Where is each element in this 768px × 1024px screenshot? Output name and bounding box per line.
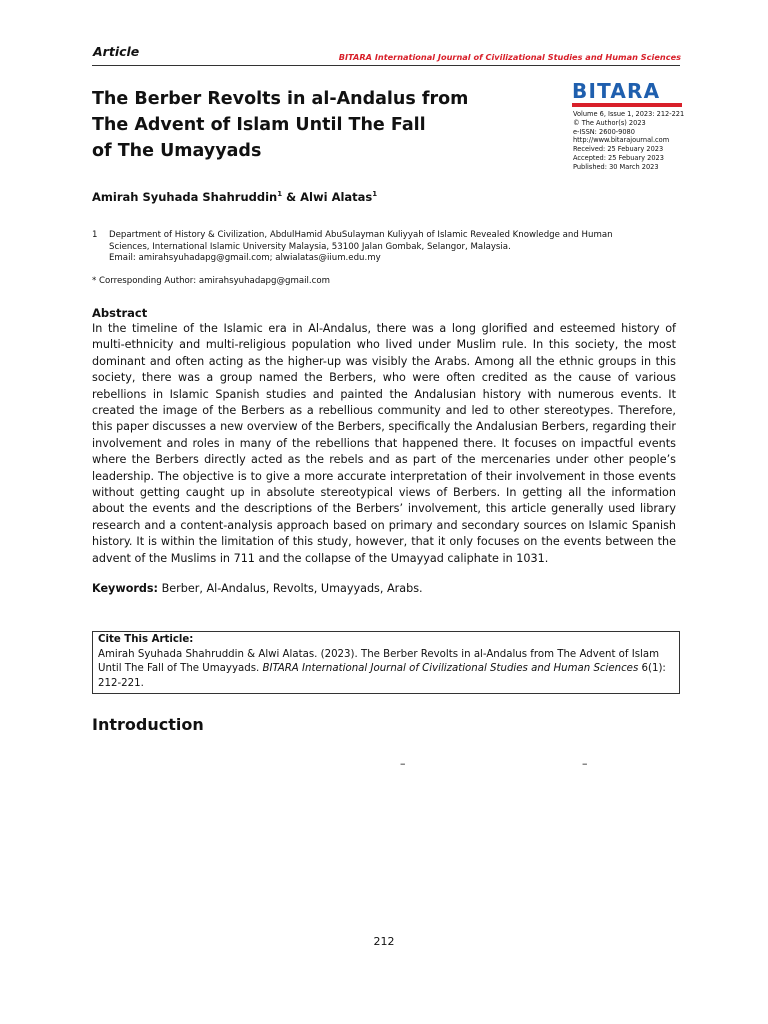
title-line: The Advent of Islam Until The Fall [92, 115, 426, 135]
dash-mark: – [582, 757, 588, 770]
header-divider [92, 65, 680, 66]
logo-underline [572, 103, 682, 107]
meta-url[interactable]: http://www.bitarajournal.com [573, 136, 670, 145]
affiliation-number: 1 [92, 230, 98, 240]
cite-text-a: Amirah Syuhada Shahruddin & Alwi Alatas. (2023). The Berber Revolts in al-Andalus from The Advent of Islam Until The Fall of The Umayyads. [98, 648, 660, 674]
affiliation-line: Department of History & Civilization, AbdulHamid AbuSulayman Kuliyyah of Islamic Revealed Knowledge and Human [109, 230, 613, 240]
cite-journal: BITARA International Journal of Civilizational Studies and Human Sciences [262, 663, 639, 674]
page-number: 212 [373, 935, 395, 948]
abstract-text: In the timeline of the Islamic era in Al-Andalus, there was a long glorified and esteemed history of multi-ethnicity and multi-religious population who lived under Muslim rule. In this society, the most dominant and often acting as the higher-up was visibly the Arabs. Among all the ethnic groups in this society, there was a group named the Berbers, who were often credited as the cause of various rebellions in Islamic Spanish studies and painted the Andalusian history with numerous events. It created the image of the Berbers as a rebellious community and led to other stereotypes. Therefore, this paper discusses a new overview of the Berbers, specifically the Andalusian Berbers, regarding their involvement and roles in many of the rebellions that happened there. It focuses on impactful events where the Berbers directly acted as the rebels and as part of the mercenaries under other people’s leadership. The objective is to give a more accurate interpretation of their involvement in those events without getting caught up in absolute stereotypical views of Berbers. In getting all the information about the events and the descriptions of the Berbers’ involvement, this article generally used library research and a content-analysis approach based on primary and secondary sources on Islamic Spanish history. It is within the limitation of this study, however, that it only focuses on the events between the advent of the Muslims in 711 and the collapse of the Umayyad caliphate in 1031. [92, 322, 676, 565]
affiliation-email[interactable]: Email: amirahsyuhadapg@gmail.com; alwialatas@iium.edu.my [109, 253, 381, 264]
affiliation-line: Sciences, International Islamic University Malaysia, 53100 Jalan Gombak, Selangor, Malaysia. [109, 241, 511, 252]
author-affil-sup: 1 [277, 190, 283, 199]
keywords-label: Keywords: [92, 582, 159, 595]
cite-box [92, 631, 680, 694]
keywords-value: Berber, Al-Andalus, Revolts, Umayyads, Arabs. [158, 582, 423, 595]
cite-text-b: 6(1): 212-221. [98, 663, 666, 689]
logo-text: BITARA [572, 79, 661, 103]
cite-text [98, 648, 674, 692]
journal-logo [572, 80, 684, 107]
meta-volume: Volume 6, Issue 1, 2023: 212-221 [573, 110, 685, 118]
article-type-label: Article [93, 44, 140, 59]
author-connector: & [282, 190, 301, 204]
journal-running-header: BITARA International Journal of Civilizational Studies and Human Sciences [338, 52, 681, 62]
keywords [92, 582, 423, 595]
author-affil-sup: 1 [372, 190, 378, 199]
publication-meta [573, 110, 684, 172]
meta-received: Received: 25 Febuary 2023 [573, 145, 664, 154]
title-line: of The Umayyads [92, 141, 262, 161]
corresponding-author: * Corresponding Author: amirahsyuhadapg@gmail.com [92, 276, 330, 286]
author-name: Amirah Syuhada Shahruddin [92, 190, 278, 204]
abstract-heading: Abstract [92, 306, 148, 320]
author-list [92, 190, 377, 204]
meta-accepted: Accepted: 25 Febuary 2023 [573, 153, 664, 162]
introduction-heading: Introduction [92, 715, 204, 734]
affiliation [92, 230, 682, 265]
author-name: Alwi Alatas [300, 190, 373, 204]
meta-copyright: © The Author(s) 2023 [573, 118, 646, 127]
meta-published: Published: 30 March 2023 [573, 162, 659, 171]
paper-title [92, 86, 512, 164]
title-line: The Berber Revolts in al-Andalus from [92, 89, 469, 109]
meta-issn: e-ISSN: 2600-9080 [573, 127, 635, 136]
cite-heading: Cite This Article: [98, 634, 194, 645]
dash-mark: – [400, 757, 406, 770]
